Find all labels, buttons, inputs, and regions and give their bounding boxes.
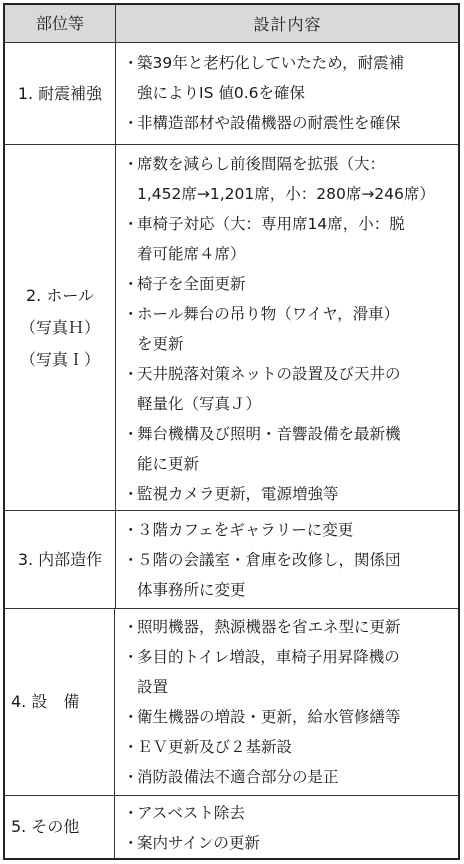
bullet-mark: ・ xyxy=(123,155,139,173)
bullet-mark: ・ xyxy=(123,551,139,569)
bullet-mark: ・ xyxy=(123,618,139,636)
content-cell xyxy=(115,43,458,144)
bullet-mark: ・ xyxy=(123,215,139,233)
list-item: ・ホール舞台の吊り物（ワイヤ，滑車） xyxy=(123,299,452,329)
bullet-mark: ・ xyxy=(123,425,139,443)
list-item-continuation: を更新 xyxy=(137,335,184,353)
list-item: ・多目的トイレ増設，車椅子用昇降機の xyxy=(123,642,452,672)
list-item: ・衛生機器の増設・更新，給水管修繕等 xyxy=(123,702,452,732)
category-cell xyxy=(5,145,116,510)
category-cell xyxy=(5,609,115,795)
list-item: ・席数を減らし前後間隔を拡張（大： xyxy=(123,149,452,179)
list-item: ・照明機器，熱源機器を省エネ型に更新 xyxy=(123,612,452,642)
content-cell xyxy=(115,511,458,608)
bullet-mark: ・ xyxy=(123,275,139,293)
list-item-continuation: 体事務所に変更 xyxy=(137,581,246,599)
list-item: ・築39年と老朽化していたため，耐震補 xyxy=(123,48,452,78)
list-item: ・舞台機構及び照明・音響設備を最新機 xyxy=(123,419,452,449)
list-item-continuation: 設置 xyxy=(137,678,169,696)
list-item: ・アスベスト除去 xyxy=(123,798,452,828)
list-item: ・車椅子対応（大：専用席14席，小：脱 xyxy=(123,209,452,239)
bullet-mark: ・ xyxy=(123,804,139,822)
list-item: ・椅子を全面更新 xyxy=(123,269,452,299)
list-item: ・非構造部材や設備機器の耐震性を確保 xyxy=(123,108,452,138)
list-item-continuation: 軽量化（写真Ｊ） xyxy=(137,395,262,413)
table-row-equipment xyxy=(5,608,458,795)
table-row-hall xyxy=(5,144,458,510)
table-row-interior xyxy=(5,510,458,608)
list-item-continuation: 1,452席→1,201席，小：280席→246席） xyxy=(137,185,435,203)
list-item-continuation: 能に更新 xyxy=(137,455,200,473)
header-content-label: 設計内容 xyxy=(253,15,322,34)
list-item: ・消防設備法不適合部分の是正 xyxy=(123,762,452,792)
list-item: ・ＥＶ更新及び２基新設 xyxy=(123,732,452,762)
bullet-mark: ・ xyxy=(123,648,139,666)
list-item: ・監視カメラ更新，電源増強等 xyxy=(123,479,452,509)
bullet-mark: ・ xyxy=(123,54,139,72)
bullet-mark: ・ xyxy=(123,114,139,132)
bullet-mark: ・ xyxy=(123,521,139,539)
table-row-other xyxy=(5,795,458,858)
bullet-mark: ・ xyxy=(123,485,139,503)
renovation-table xyxy=(3,3,460,860)
list-item: ・３階カフェをギャラリーに変更 xyxy=(123,515,452,545)
category-label: 1. 耐震補強 xyxy=(17,83,103,103)
category-cell xyxy=(5,43,116,144)
category-photo-ref: （写真Ｈ） xyxy=(19,317,100,337)
category-cell xyxy=(5,796,115,858)
list-item: ・天井脱落対策ネットの設置及び天井の xyxy=(123,359,452,389)
list-item: ・案内サインの更新 xyxy=(123,828,452,858)
bullet-mark: ・ xyxy=(123,768,139,786)
header-category-label: 部位等 xyxy=(35,13,84,33)
category-label: 2. ホール xyxy=(25,285,95,305)
category-label: 4. 設 備 xyxy=(11,692,80,711)
table-row-seismic xyxy=(5,42,458,144)
content-cell xyxy=(115,145,458,510)
header-content-cell xyxy=(115,5,458,42)
bullet-mark: ・ xyxy=(123,738,139,756)
list-item: ・５階の会議室・倉庫を改修し，関係団 xyxy=(123,545,452,575)
header-category-cell xyxy=(5,5,116,42)
bullet-mark: ・ xyxy=(123,365,139,383)
category-label: 5. その他 xyxy=(11,817,80,836)
list-item-continuation: 着可能席４席） xyxy=(137,245,246,263)
bullet-mark: ・ xyxy=(123,834,139,852)
table-header-row xyxy=(5,5,458,42)
category-label: 3. 内部造作 xyxy=(17,549,103,569)
category-photo-ref: （写真Ｉ） xyxy=(19,349,100,369)
content-cell xyxy=(115,609,458,795)
bullet-mark: ・ xyxy=(123,708,139,726)
bullet-mark: ・ xyxy=(123,305,139,323)
list-item-continuation: 強によりIS 値0.6を確保 xyxy=(137,84,305,102)
category-cell xyxy=(5,511,116,608)
content-cell xyxy=(115,796,458,858)
